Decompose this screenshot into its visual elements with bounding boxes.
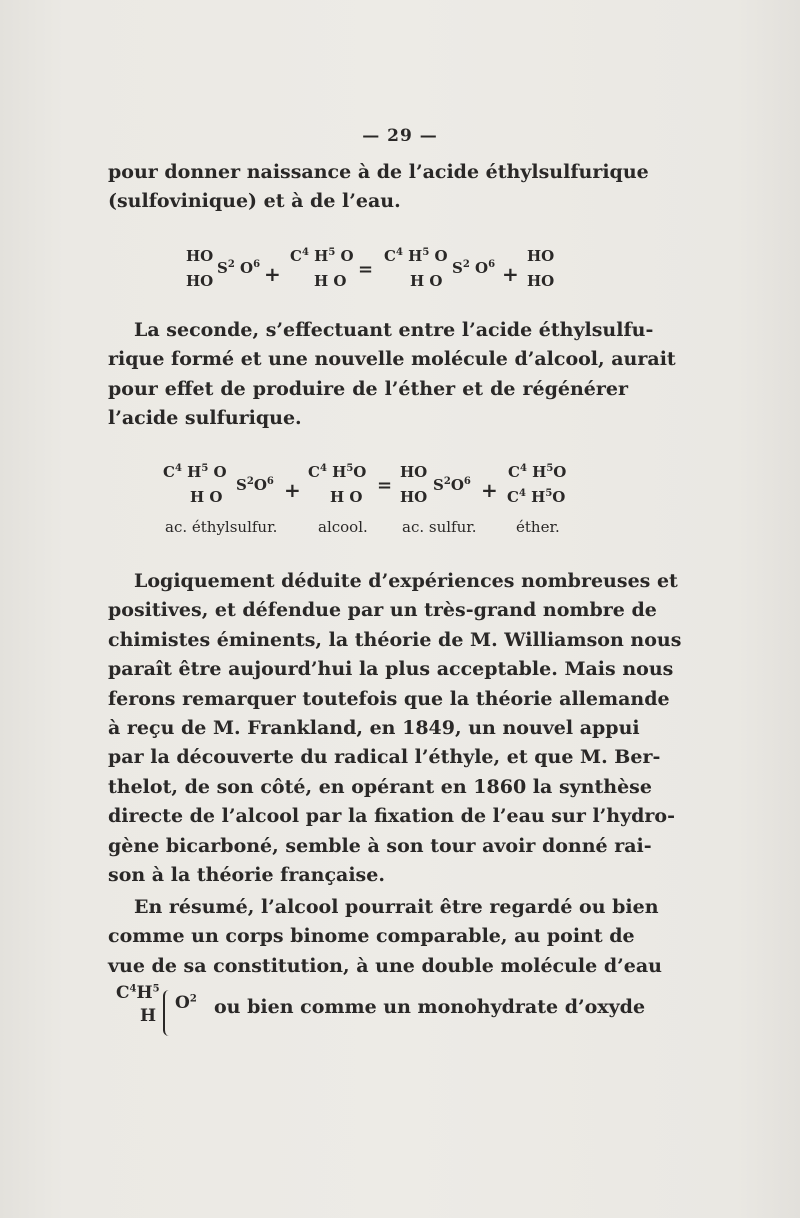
- eq-term: $C^4$ $H^5O$: [507, 488, 566, 506]
- text-line: En résumé, l’alcool pourrait être regardé ou bien: [134, 896, 659, 918]
- eq-term: $S^2O^6$: [433, 476, 471, 494]
- text-line: pour donner naissance à de l’acide éthylsulfurique: [108, 161, 649, 183]
- eq-term: HO: [400, 488, 428, 506]
- eq-term: $S^2$ $O^6$: [452, 259, 496, 277]
- text-line: pour effet de produire de l’éther et de régénérer: [108, 377, 628, 400]
- paragraph-4: [108, 893, 662, 981]
- eq-term: $C^4$ $H^5$ O: [290, 247, 354, 265]
- eq-term: $S^2O^6$: [236, 476, 274, 494]
- text-line: ferons remarquer toutefois que la théorie allemande: [108, 687, 670, 710]
- eq-term: HO: [186, 272, 214, 290]
- equation-caption: alcool.: [318, 518, 368, 536]
- text-line: l’acide sulfurique.: [108, 407, 302, 430]
- plus-sign: +: [284, 478, 301, 502]
- paragraph-2: [108, 316, 676, 434]
- text-line: par la découverte du radical l’éthyle, et que M. Ber-: [108, 746, 661, 769]
- text-line: paraît être aujourd’hui la plus acceptable. Mais nous: [108, 658, 674, 681]
- page-number: — 29 —: [362, 126, 438, 146]
- eq-term: $C^4$ $H^5$ O: [163, 463, 227, 481]
- paragraph-1: [108, 158, 649, 217]
- brace: [163, 990, 172, 1036]
- eq-term: HO: [186, 247, 214, 265]
- text-line: Logiquement déduite d’expériences nombreuses et: [134, 570, 678, 592]
- equals-sign: =: [377, 475, 393, 496]
- text-line: à reçu de M. Frankland, en 1849, un nouvel appui: [108, 717, 640, 740]
- eq-term: HO: [400, 463, 428, 481]
- equation-caption: ac. sulfur.: [402, 518, 477, 536]
- equals-sign: =: [358, 259, 374, 280]
- plus-sign: +: [502, 262, 519, 286]
- text-line: positives, et défendue par un très-grand nombre de: [108, 599, 657, 622]
- text-line: ou bien comme un monohydrate d’oxyde: [214, 996, 646, 1018]
- equation-caption: éther.: [516, 518, 560, 536]
- plus-sign: +: [264, 262, 281, 286]
- text-line: comme un corps binome comparable, au point de: [108, 925, 635, 948]
- text-line: (sulfovinique) et à de l’eau.: [108, 190, 401, 213]
- formula-term: $C^4H^5$: [116, 983, 160, 1003]
- eq-term: H O: [410, 272, 443, 290]
- text-line: vue de sa constitution, à une double molécule d’eau: [108, 954, 662, 977]
- formula-term: $O^2$: [175, 993, 197, 1013]
- eq-term: $C^4$ $H^5$ O: [384, 247, 448, 265]
- eq-term: HO: [527, 247, 555, 265]
- eq-term: $C^4$ $H^5O$: [508, 463, 567, 481]
- eq-term: $S^2$ $O^6$: [217, 259, 261, 277]
- text-line: La seconde, s’effectuant entre l’acide éthylsulfu-: [134, 319, 654, 341]
- equation-caption: ac. éthylsulfur.: [165, 518, 278, 536]
- formula-term: H: [140, 1006, 157, 1026]
- text-line: gène bicarboné, semble à son tour avoir donné rai-: [108, 834, 652, 857]
- eq-term: H O: [314, 272, 347, 290]
- paragraph-3: [108, 567, 682, 890]
- plus-sign: +: [481, 478, 498, 502]
- text-line: rique formé et une nouvelle molécule d’alcool, aurait: [108, 348, 676, 371]
- text-line: son à la théorie française.: [108, 864, 385, 887]
- eq-term: H O: [330, 488, 363, 506]
- eq-term: $C^4$ $H^5O$: [308, 463, 367, 481]
- text-line: directe de l’alcool par la fixation de l’eau sur l’hydro-: [108, 805, 675, 828]
- eq-term: H O: [190, 488, 223, 506]
- eq-term: HO: [527, 272, 555, 290]
- text-line: thelot, de son côté, en opérant en 1860 la synthèse: [108, 775, 652, 798]
- text-line: chimistes éminents, la théorie de M. Williamson nous: [108, 628, 682, 651]
